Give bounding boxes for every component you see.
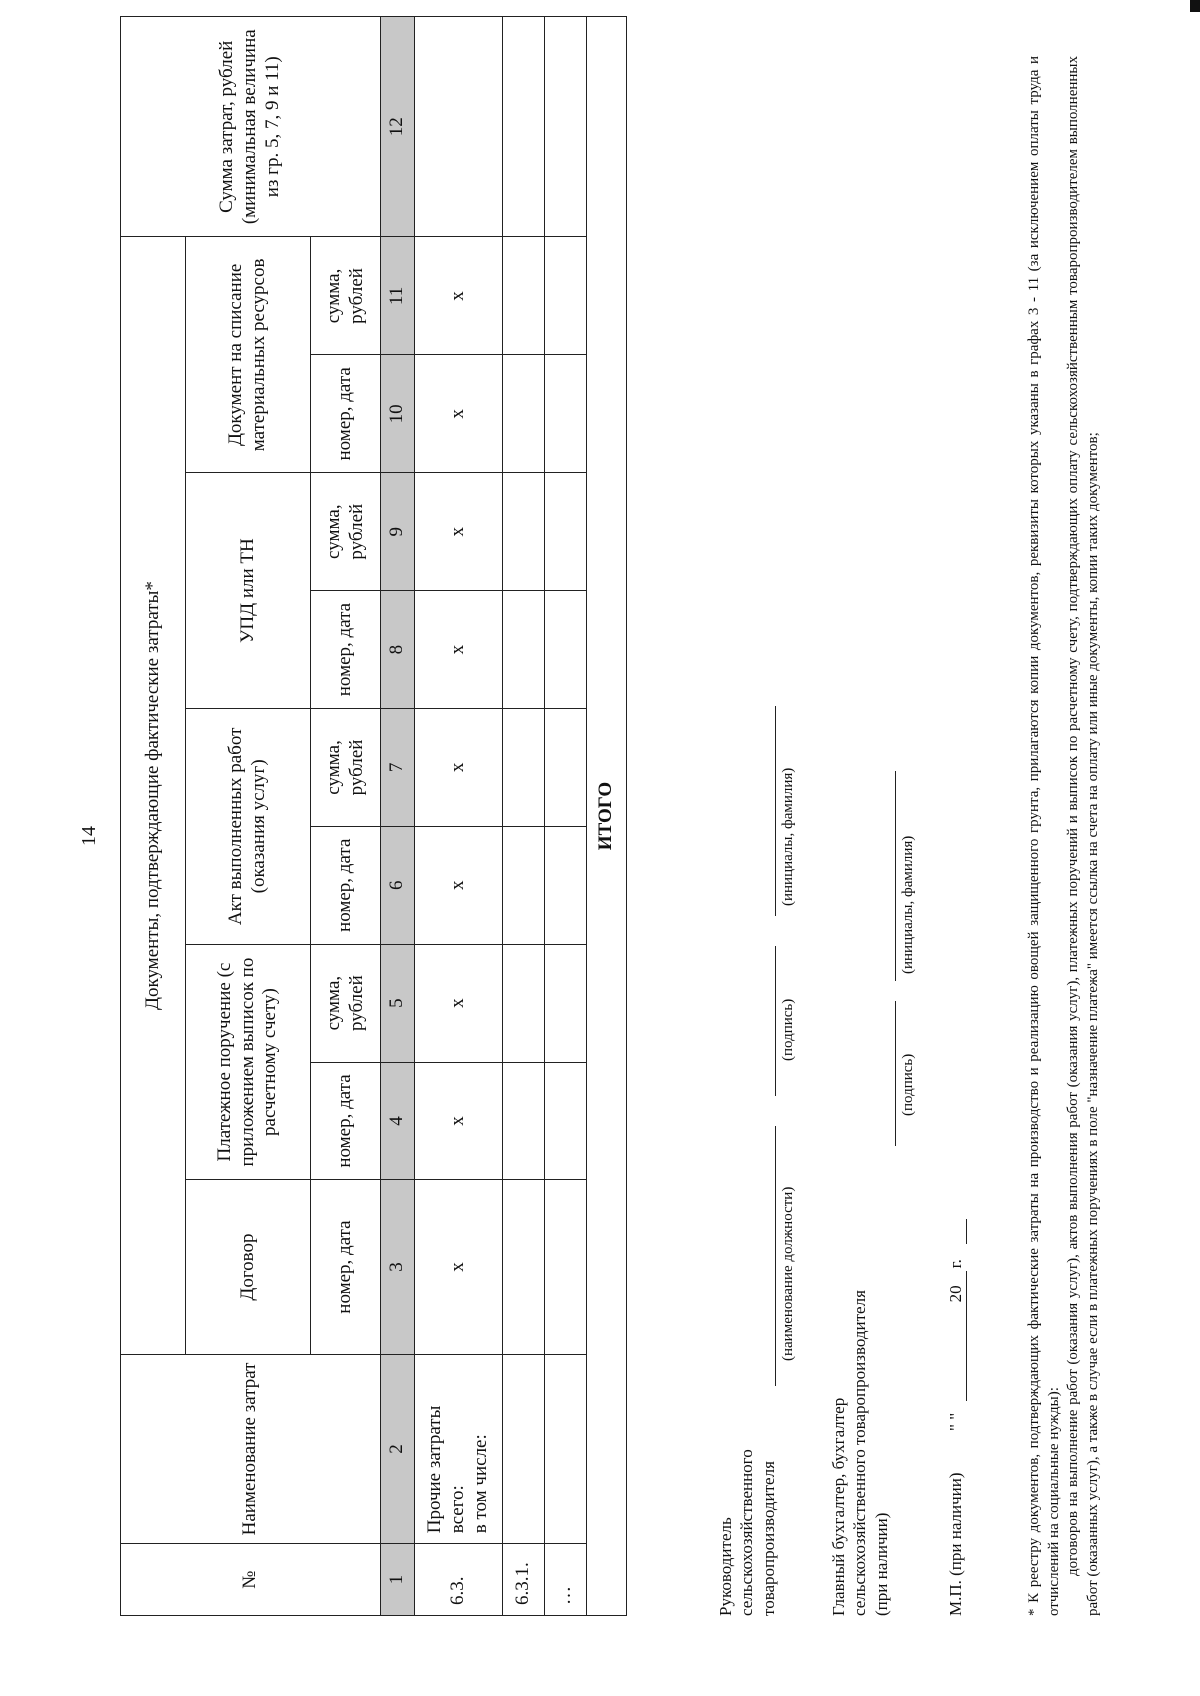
header-upd: УПД или ТН	[186, 473, 311, 709]
position-line	[775, 1126, 776, 1386]
sub-upd-sum: сумма, рублей	[311, 473, 381, 591]
cell-value	[545, 355, 587, 473]
cell-value	[503, 355, 545, 473]
caption-accountant-signature: (подпись)	[900, 1053, 916, 1116]
accountant-label-line: сельскохозяйственного товаропроизводителя	[850, 1290, 870, 1616]
cell-value: x	[415, 355, 503, 473]
footnote	[1025, 56, 1103, 1616]
sub-writeoff-sum: сумма, рублей	[311, 237, 381, 355]
col-num: 7	[381, 708, 415, 826]
row-expense-name	[415, 1354, 503, 1544]
col-num: 2	[381, 1354, 415, 1544]
row-expense-name	[503, 1354, 545, 1544]
cell-value	[503, 1062, 545, 1180]
table-row	[545, 17, 587, 1616]
sub-payment-sum: сумма, рублей	[311, 944, 381, 1062]
caption-initials: (инициалы, фамилия)	[780, 767, 796, 906]
col-num: 8	[381, 591, 415, 709]
total-label: ИТОГО	[587, 17, 627, 1616]
cell-value	[503, 1180, 545, 1354]
table-row	[503, 17, 545, 1616]
cell-value: x	[415, 944, 503, 1062]
cell-value	[545, 237, 587, 355]
cell-value	[545, 473, 587, 591]
date-year-line	[966, 1219, 967, 1244]
cell-value	[503, 591, 545, 709]
row-number: 6.3.	[415, 1544, 503, 1616]
sub-act-number-date: номер, дата	[311, 826, 381, 944]
header-payment-order: Платежное поручение (с приложением выписок по расчетному счету)	[186, 944, 311, 1180]
cell-value	[545, 17, 587, 237]
sub-act-sum: сумма, рублей	[311, 708, 381, 826]
accountant-label-line: Главный бухгалтер, бухгалтер	[829, 1397, 848, 1616]
sub-upd-number-date: номер, дата	[311, 591, 381, 709]
cell-value: x	[415, 237, 503, 355]
header-expense-sum: Сумма затрат, рублей (минимальная величина из гр. 5, 7, 9 и 11)	[121, 17, 381, 237]
caption-signature: (подпись)	[780, 998, 796, 1061]
head-label-line: Руководитель	[716, 1517, 735, 1616]
header-expense-name: Наименование затрат	[121, 1354, 381, 1544]
cell-value: x	[415, 473, 503, 591]
col-num: 5	[381, 944, 415, 1062]
sub-contract-number-date: номер, дата	[311, 1180, 381, 1354]
cell-value	[545, 708, 587, 826]
header-writeoff: Документ на списание материальных ресурсов	[186, 237, 311, 473]
header-contract: Договор	[186, 1180, 311, 1354]
table-row	[415, 17, 503, 1616]
col-num: 6	[381, 826, 415, 944]
row-number: 6.3.1.	[503, 1544, 545, 1616]
column-number-row	[381, 17, 415, 1616]
accountant-label-line: (при наличии)	[871, 1512, 891, 1616]
cell-value	[545, 591, 587, 709]
cell-value: x	[415, 708, 503, 826]
cell-value	[503, 944, 545, 1062]
row-number: …	[545, 1544, 587, 1616]
row-expense-name	[545, 1354, 587, 1544]
header-documents-group: Документы, подтверждающие фактические затраты*	[121, 237, 186, 1354]
header-number: №	[121, 1544, 381, 1616]
col-num: 11	[381, 237, 415, 355]
cell-value	[503, 473, 545, 591]
mp-label: М.П. (при наличии)	[946, 1472, 965, 1616]
cell-value	[545, 944, 587, 1062]
initials-line	[775, 706, 776, 916]
cell-value: x	[415, 1062, 503, 1180]
cell-value	[503, 237, 545, 355]
caption-accountant-initials: (инициалы, фамилия)	[900, 835, 916, 974]
head-label	[715, 1449, 779, 1616]
row-name-line: в том числе:	[469, 1434, 491, 1534]
accountant-initials-line	[895, 771, 896, 981]
cell-value	[503, 708, 545, 826]
head-label-line: сельскохозяйственного	[737, 1449, 757, 1616]
page-number: 14	[78, 826, 100, 846]
cell-value: x	[415, 591, 503, 709]
col-num: 4	[381, 1062, 415, 1180]
accountant-signature-line	[895, 1001, 896, 1146]
signature-line	[775, 946, 776, 1096]
cell-value: x	[415, 1180, 503, 1354]
cell-value: x	[415, 826, 503, 944]
cell-value	[545, 826, 587, 944]
col-num: 10	[381, 355, 415, 473]
sub-writeoff-number-date: номер, дата	[311, 355, 381, 473]
footnote-paragraph: договоров на выполнение работ (оказания услуг), актов выполнения работ (оказания услуг), платежных поручений и выписок по расчетному счету, подтверждающих оплату сельскохозяйственным товаропроизводителем выполненных работ (оказанных услуг), а также в случае если в платежных поручениях в поле "назначение платежа" имеется ссылка на счета на оплату или иные документы, копии таких документов;	[1065, 56, 1101, 1616]
row-name-line: всего:	[447, 1485, 469, 1534]
head-label-line: товаропроизводителя	[758, 1461, 778, 1616]
date-line: " " 20 г.	[946, 1259, 965, 1431]
total-row	[587, 17, 627, 1616]
date-month-line	[966, 1271, 967, 1401]
cell-value	[545, 1180, 587, 1354]
row-name-line: Прочие затраты	[424, 1405, 446, 1534]
footnote-paragraph: * К реестру документов, подтверждающих фактические затраты на производство и реализацию овощей защищенного грунта, прилагаются копии документов, реквизиты которых указаны в графах 3 - 11 (за исключением оплаты труда и отчислений на социальные нужды):	[1026, 56, 1062, 1616]
cell-value	[545, 1062, 587, 1180]
col-num: 9	[381, 473, 415, 591]
accountant-label	[828, 1290, 892, 1616]
sub-payment-number-date: номер, дата	[311, 1062, 381, 1180]
caption-position: (наименование должности)	[780, 1186, 796, 1361]
col-num: 12	[381, 17, 415, 237]
col-num: 3	[381, 1180, 415, 1354]
expense-registry-table	[120, 16, 627, 1616]
cell-value	[503, 826, 545, 944]
cell-value	[415, 17, 503, 237]
header-act: Акт выполненных работ (оказания услуг)	[186, 708, 311, 944]
cell-value	[503, 17, 545, 237]
col-num: 1	[381, 1544, 415, 1616]
